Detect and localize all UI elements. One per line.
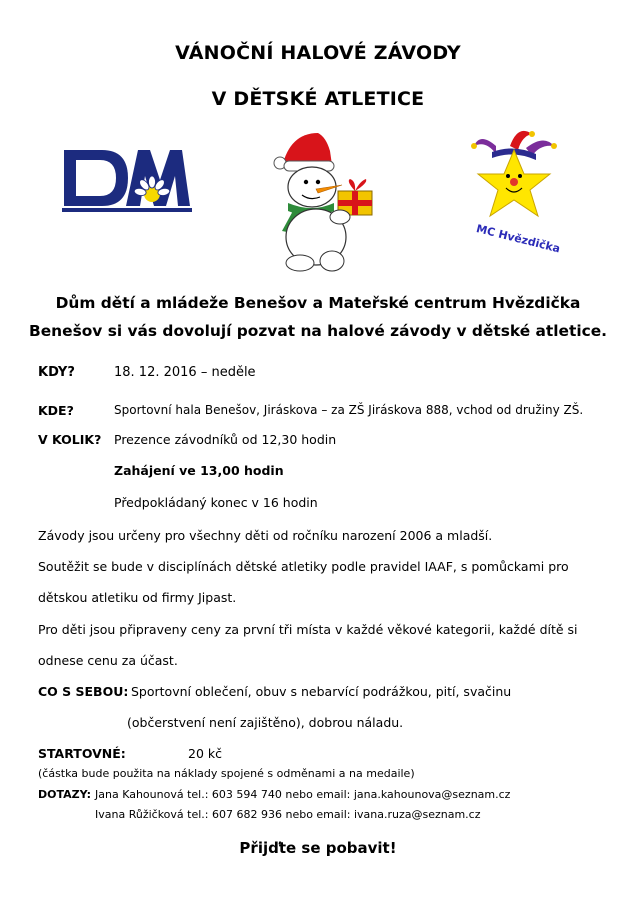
paragraph-prizes-line-2: odnese cenu za účast.	[38, 653, 178, 668]
intro-line-2: Benešov si vás dovolují pozvat na halové závody v dětské atletice.	[29, 322, 607, 340]
fee-label: STARTOVNÉ:	[38, 746, 126, 761]
contact-jana: Jana Kahounová tel.: 603 594 740 nebo email: jana.kahounova@seznam.cz	[95, 788, 511, 801]
intro-line-1: Dům dětí a mládeže Benešov a Mateřské centrum Hvězdička	[55, 294, 581, 312]
mc-hvezdicka-logo-text: MC Hvězdička	[474, 222, 562, 256]
snowman-illustration	[260, 127, 380, 275]
ddm-logo	[62, 148, 192, 214]
where-value: Sportovní hala Benešov, Jiráskova – za ZŠ Jiráskova 888, vchod od družiny ZŠ.	[114, 403, 584, 417]
contacts-label: DOTAZY:	[38, 788, 92, 801]
title-line-1: VÁNOČNÍ HALOVÉ ZÁVODY	[175, 42, 461, 64]
call-to-action: Přijďte se pobavit!	[239, 839, 397, 857]
paragraph-eligibility: Závody jsou určeny pro všechny děti od ročníku narození 2006 a mladší.	[38, 528, 493, 543]
mc-hvezdicka-logo	[466, 124, 570, 236]
time-end: Předpokládaný konec v 16 hodin	[114, 495, 318, 510]
when-value: 18. 12. 2016 – neděle	[114, 365, 256, 380]
contact-ivana: Ivana Růžičková tel.: 607 682 936 nebo email: ivana.ruza@seznam.cz	[95, 808, 481, 821]
paragraph-prizes-line-1: Pro děti jsou připraveny ceny za první tři místa v každé věkové kategorii, každé dítě si	[38, 622, 578, 637]
time-label: V KOLIK?	[38, 432, 102, 447]
fee-note: (částka bude použita na náklady spojené s odměnami a na medaile)	[38, 767, 415, 780]
bring-line-1: Sportovní oblečení, obuv s nebarvící podrážkou, pití, svačinu	[131, 684, 512, 699]
time-registration: Prezence závodníků od 12,30 hodin	[114, 432, 337, 447]
time-start: Zahájení ve 13,00 hodin	[114, 463, 284, 478]
bring-line-2: (občerstvení není zajištěno), dobrou náladu.	[127, 715, 404, 730]
title-line-2: V DĚTSKÉ ATLETICE	[211, 88, 425, 110]
when-label: KDY?	[38, 365, 75, 380]
paragraph-disciplines-line-2: dětskou atletiku od firmy Jipast.	[38, 590, 237, 605]
bring-label: CO S SEBOU:	[38, 684, 129, 699]
where-label: KDE?	[38, 403, 74, 418]
paragraph-disciplines-line-1: Soutěžit se bude v disciplínách dětské atletiky podle pravidel IAAF, s pomůckami pro	[38, 559, 569, 574]
fee-value: 20 kč	[188, 746, 222, 761]
